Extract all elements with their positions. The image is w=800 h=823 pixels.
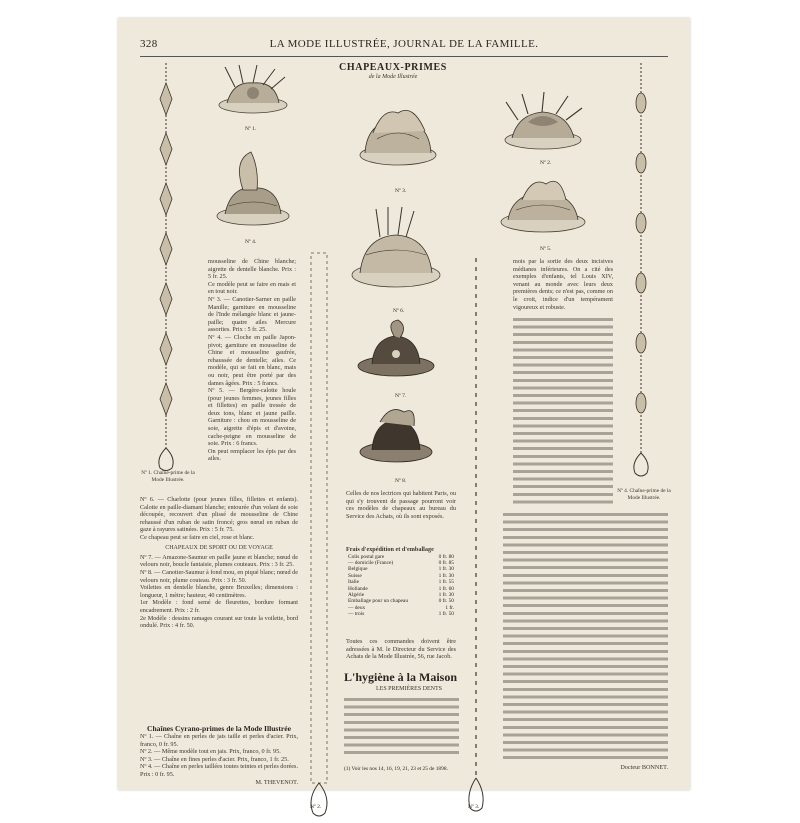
shipping-costs bbox=[346, 546, 456, 618]
hat-label-8: Nº 8. bbox=[395, 478, 407, 484]
chain-desc-2: Nº 2. — Même modèle tout en jais. Prix, franco, 0 fr. 95. bbox=[140, 748, 281, 756]
shipping-destination: Belgique bbox=[348, 566, 368, 573]
hat-desc-6-note: Ce chapeau peut se faire en ciel, rose et blanc. bbox=[140, 533, 255, 541]
chain-caption-3: Nº 3. bbox=[468, 804, 480, 810]
hygiene-subtitle: LES PREMIÈRES DENTS bbox=[375, 686, 442, 692]
hat-illustration-1 bbox=[213, 63, 293, 123]
orders-notice: Toutes ces commandes doivent être adressées à M. le Directeur du Service des Achats de la Mode Illustrée, 56, rue Jacob. bbox=[346, 638, 456, 661]
hat-illustration-7 bbox=[356, 318, 436, 388]
shipping-price: 0 fr. 50 bbox=[438, 598, 454, 605]
veil-desc: Voilettes en dentelle blanche, genre Bruxelles; dimensions : longueur, 1 mètre; hauteur, 40 centimètres. bbox=[140, 584, 298, 599]
shipping-row bbox=[346, 598, 456, 604]
hat-label-4: Nº 4. bbox=[245, 239, 257, 245]
hygiene-title: L'hygiène à la Maison bbox=[344, 670, 458, 684]
shipping-destination: Suisse bbox=[348, 572, 362, 579]
hat-illustration-3 bbox=[353, 93, 443, 183]
chain-desc-1: Nº 1. — Chaîne en perles de jais taille et perles d'acier. Prix, franco, 0 fr. 95. bbox=[140, 733, 298, 748]
hat-label-1: Nº 1. bbox=[245, 126, 257, 132]
chains-section-title: Chaînes Cyrano-primes de la Mode Illustrée bbox=[146, 724, 292, 733]
hat-illustration-8 bbox=[356, 400, 436, 475]
hat-illustration-4 bbox=[213, 146, 293, 236]
shipping-price: 0 fr. 85 bbox=[438, 560, 454, 566]
shipping-price: 1 fr. 50 bbox=[438, 611, 454, 618]
hygiene-body-col-2 bbox=[503, 513, 668, 761]
chain-caption-4: Nº 4. Chaîne-prime de la Mode Illustrée. bbox=[617, 488, 671, 501]
sport-hats-title: CHAPEAUX DE SPORT OU DE VOYAGE bbox=[165, 544, 273, 551]
shipping-destination: — deux bbox=[348, 604, 366, 611]
newspaper-page bbox=[118, 18, 690, 810]
hat-desc-5-note: On peut remplacer les épis par des ailes. bbox=[208, 447, 296, 463]
header-rule bbox=[140, 56, 668, 57]
shipping-price: 1 fr. 30 bbox=[438, 566, 454, 573]
hygiene-footnote: (1) Voir les nos 14, 16, 19, 21, 23 et 25 de 1898. bbox=[344, 766, 448, 772]
page-number: 328 bbox=[140, 38, 158, 50]
hat-desc-intro: mousseline de Chine blanche; aigrette de dentelle blanche. Prix : 5 fr. 25. bbox=[208, 258, 296, 281]
hat-desc-5: Nº 5. — Bergère-calotte houle (pour jeunes femmes, jeunes filles et fillettes) en paille tressée de deux tons, blanc et jaune paille. Garniture : chou en mousseline de soie, aigrette d'épis et d'avoine, cache-peigne en mousseline de soie. Prix : 6 francs. bbox=[208, 387, 296, 448]
hat-desc-note: Ce modèle peut se faire en mais et en tout noir. bbox=[208, 280, 296, 296]
chain-illustration-1 bbox=[148, 63, 184, 473]
hats-section-subtitle: de la Mode Illustrée bbox=[368, 74, 418, 80]
hat-label-6: Nº 6. bbox=[393, 308, 405, 314]
hat-label-3: Nº 3. bbox=[395, 188, 407, 194]
hat-illustration-5 bbox=[496, 166, 591, 246]
hat-desc-3: Nº 3. — Canotier-Sarner en paille Manille; garniture en mousseline de l'Inde mélangée blanc et jaune-paille; quatre ailes Mercure assorties. Prix : 5 fr. 25. bbox=[208, 295, 296, 334]
shipping-row bbox=[346, 611, 456, 617]
shipping-destination: — trois bbox=[348, 611, 365, 618]
hat-label-2: Nº 2. bbox=[540, 160, 552, 166]
left-column-lower bbox=[140, 496, 298, 630]
chain-desc-3: Nº 3. — Chaîne en fines perles d'acier. Prix, franco, 1 fr. 25. bbox=[140, 755, 289, 763]
hat-desc-4: Nº 4. — Cloche en paille Japon-pivot; garniture en mousseline de Chine et mousseline gaufrée, rehaussée de dentelle; ailes. Ce modèle, qui se fait en blanc, mais ou noir, peut être porté par des dames âgées. Prix : 5 francs. bbox=[208, 333, 296, 387]
shipping-destination: — domicile (France) bbox=[348, 560, 394, 566]
hygiene-body-col-1 bbox=[344, 698, 459, 758]
chain-illustration-3 bbox=[458, 258, 494, 818]
veil-model-1: 1er Modèle : fond semé de fleurettes, bordure formant encadrement. Prix : 2 fr. bbox=[140, 599, 298, 614]
chain-illustration-4 bbox=[623, 63, 659, 483]
chains-signature: M. THEVENOT. bbox=[255, 778, 298, 786]
hats-section-title: CHAPEAUX-PRIMES bbox=[339, 62, 447, 73]
shipping-destination: Colis postal gare bbox=[348, 553, 385, 560]
shipping-price: 1 fr. 30 bbox=[438, 572, 454, 579]
hat-label-5: Nº 5. bbox=[540, 246, 552, 252]
shipping-price: 1 fr. 55 bbox=[438, 579, 454, 586]
hat-desc-6: Nº 6. — Charlotte (pour jeunes filles, fillettes et enfants). Calotte en paille-diamant blanche; entourée d'un volant de soie découpée, recouvert d'un plissé de mousseline de Chine rehaussé d'un ruban de satin froncé; gros nœud en ruban de gaze à rayures satinées. Prix : 5 fr. 75. bbox=[140, 496, 298, 534]
chain-caption-1: Nº 1. Chaîne-prime de la Mode Illustrée. bbox=[141, 470, 195, 483]
journal-title: LA MODE ILLUSTRÉE, JOURNAL DE LA FAMILLE. bbox=[269, 38, 539, 50]
shipping-destination: Italie bbox=[348, 579, 360, 586]
shipping-price: 1 fr. 60 bbox=[438, 585, 454, 592]
hygiene-signature: Docteur BONNET. bbox=[620, 764, 668, 771]
shipping-table bbox=[346, 554, 456, 618]
hat-illustration-6 bbox=[346, 203, 446, 303]
page-header bbox=[140, 38, 668, 54]
shipping-price: 1 fr. 30 bbox=[438, 592, 454, 599]
sport-desc-7: Nº 7. — Amazone-Saumur en paille jaune et blanche; nœud de velours noir, boucle fantaisie, plumes couteaux. Prix : 3 fr. 25. bbox=[140, 553, 298, 569]
chain-caption-2: Nº 2. bbox=[310, 804, 322, 810]
hygiene-continued-body bbox=[513, 318, 613, 508]
showroom-notice: Celles de nos lectrices qui habitent Paris, ou qui s'y trouvent de passage pourront voir ces modèles de chapeaux au bureau du Service des Achats, où ils sont exposés. bbox=[346, 490, 456, 520]
sport-desc-8: Nº 8. — Canotier-Saumur à fond mou, en piqué blanc; nœud de velours noir, plume couteau. Prix : 3 fr. 50. bbox=[140, 568, 298, 584]
veil-model-2: 2e Modèle : dessins ramages courant sur toute la voilette, bord ondulé. Prix : 4 fr. 50. bbox=[140, 614, 298, 630]
hat-illustration-2 bbox=[498, 88, 588, 163]
chains-section bbox=[140, 724, 298, 786]
chain-illustration-2 bbox=[301, 253, 337, 823]
left-column-upper bbox=[208, 258, 296, 463]
shipping-destination: Hollande bbox=[348, 585, 368, 592]
shipping-destination: Emballage pour un chapeau bbox=[348, 598, 409, 605]
hygiene-continued-intro: mois par la sortie des deux incisives médianes inférieures. On a cité des exemples d'enfants, tel Louis XIV, venant au monde avec leurs deux premières dents; ce n'est pas, comme on le croit, indice d'un tempérament vigoureux et robuste. bbox=[513, 258, 613, 311]
chain-desc-4: Nº 4. — Chaîne en perles taillées toutes teintes et perles dorées. Prix : 0 fr. 95. bbox=[140, 763, 298, 778]
shipping-destination: Algérie bbox=[348, 592, 365, 599]
shipping-price: 0 fr. 80 bbox=[438, 553, 454, 560]
shipping-price: 1 fr. bbox=[445, 604, 454, 611]
shipping-title: Frais d'expédition et d'emballage bbox=[346, 546, 434, 553]
hat-label-7: Nº 7. bbox=[395, 393, 407, 399]
